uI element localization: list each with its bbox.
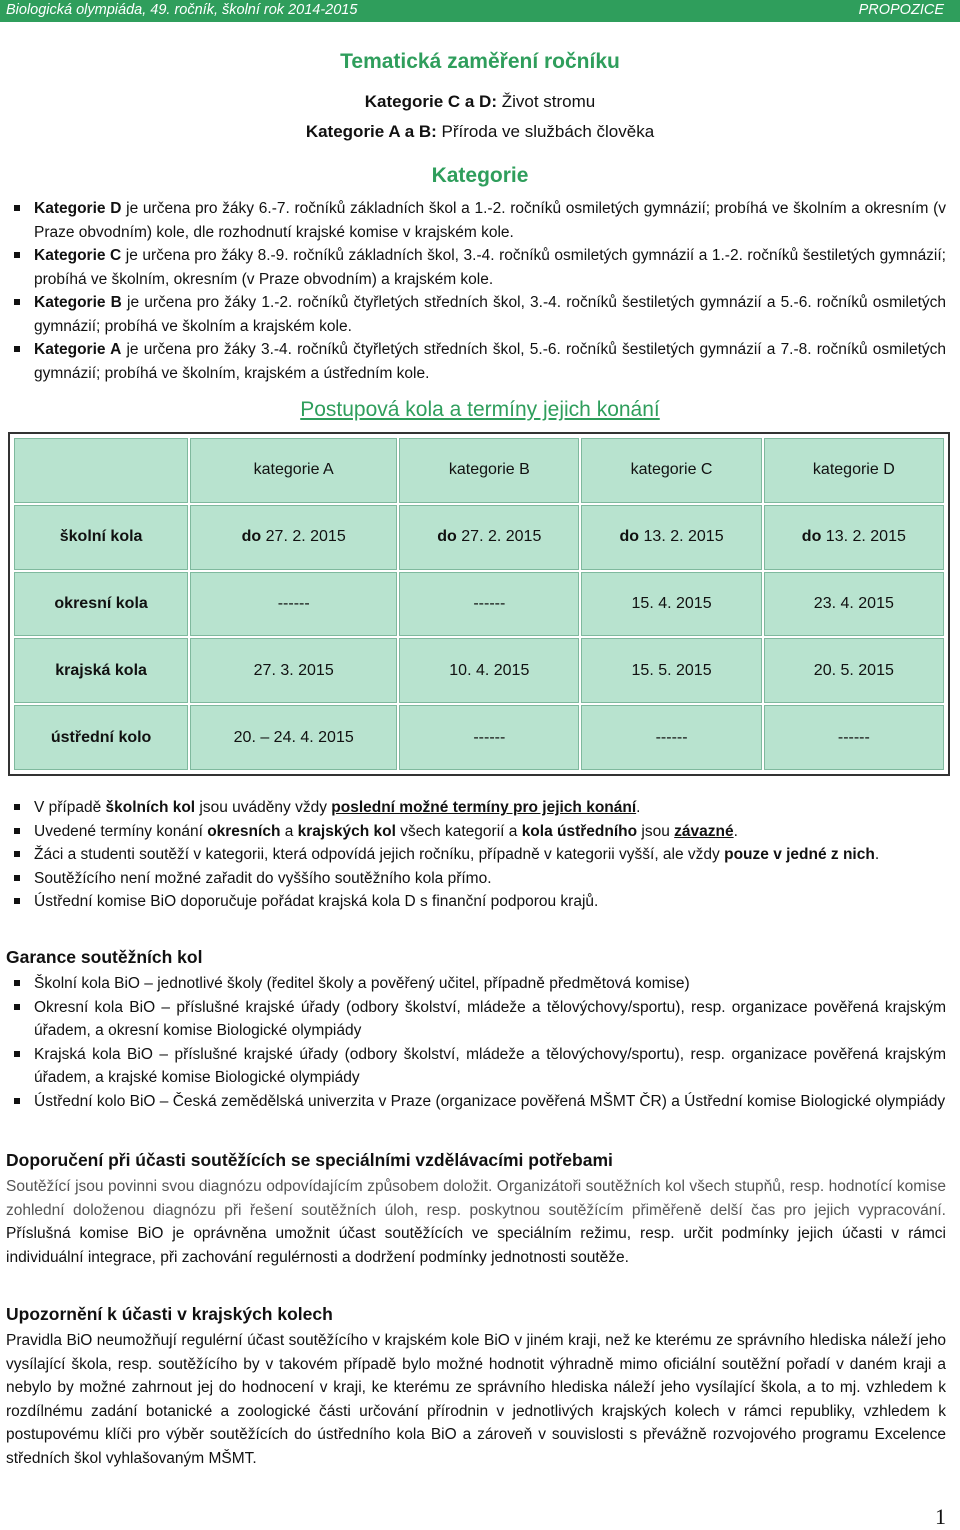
special-needs-heading: Doporučení při účasti soutěžících se speciálními vzdělávacími potřebami [6,1150,613,1170]
table-cell: ------ [764,705,944,770]
row-label: krajská kola [14,638,188,703]
note-item [6,843,946,867]
note-bold: krajských kol [297,822,396,840]
table-row [14,505,944,570]
category-label: Kategorie C [34,247,122,264]
table-header-cell: kategorie A [190,438,397,503]
cell-value: 13. 2. 2015 [643,528,724,546]
categories-list [6,197,946,385]
cell-prefix: do [619,528,644,546]
table-row [14,638,944,703]
theme-ab-value: Příroda ve službách člověka [436,122,655,141]
category-d [6,197,946,244]
rounds-heading-text: Postupová kola a termíny jejich konání [300,398,660,421]
row-label: ústřední kolo [14,705,188,770]
note-item [6,796,946,820]
category-text: je určena pro žáky 1.-2. ročníků čtyřletých středních škol, 3.-4. ročníků šestiletých gymnázií a 5.-6. ročníků osmiletých gymnázií; probíhá ve školním a krajském kole. [34,294,946,335]
note-underline: poslední možné termíny pro jejich konání [331,799,637,816]
table-cell: 10. 4. 2015 [399,638,579,703]
header-section: PROPOZICE [858,2,944,18]
category-text: je určena pro žáky 3.-4. ročníků čtyřletých středních škol, 5.-6. ročníků šestiletých gymnázií a 7.-8. ročníků osmiletých gymnázií; probíhá ve školním, krajském a ústředním kole. [34,341,946,382]
note-item [6,820,946,844]
theme-cd-label: Kategorie C a D: [364,92,497,111]
table-cell: 15. 5. 2015 [581,638,761,703]
note-text: . [636,799,641,816]
category-b [6,291,946,338]
cell-prefix: do [241,528,266,546]
table-cell: 20. 5. 2015 [764,638,944,703]
note-text: . [874,846,880,863]
regional-paragraph: Pravidla BiO neumožňují regulérní účast soutěžícího v krajském kole BiO v jiném kraji, než ke kterému ze správního hlediska náleží jeho vysílající škola, resp. soutěžícího by v takovém případě bylo možné hodnotit výhradně mimo oficiální soutěžní pořadí v daném kraji a nebylo by možné zahrnout jej do hodnocení v kraji, ke kterému ze správního hlediska náleží jeho vysílající škola, a to mj. vzhledem k rozdílnému zadání botanické a zoologické části určování přírodnin v jednotlivých krajských kolech v rámci republiky, vzhledem k postupovému klíči pro výběr soutěžících do ústředního kola BiO a zároveň v souvislosti s převážně rozvojového programu Excelence středních škol vyhlašovaným MŠMT. [6,1332,946,1467]
note-text: Uvedené termíny konání [34,822,208,840]
cell-prefix: do [801,528,826,546]
cell-value: 13. 2. 2015 [825,528,906,546]
rounds-table [8,432,950,776]
special-needs-paragraph [6,1175,946,1269]
table-header-row [14,438,944,503]
guarantee-heading: Garance soutěžních kol [6,947,203,967]
table-cell: ------ [399,572,579,637]
note-item: Soutěžícího není možné zařadit do vyššího soutěžního kola přímo. [6,867,946,891]
note-bold: pouze v jedné z nich [724,846,875,863]
header-title: Biologická olympiáda, 49. ročník, školní rok 2014-2015 [6,2,358,18]
table-cell: 23. 4. 2015 [764,572,944,637]
theme-ab-label: Kategorie A a B: [305,122,437,141]
table-corner-cell [14,438,188,503]
note-text: všech kategorií a [395,822,522,840]
category-text: je určena pro žáky 6.-7. ročníků základních škol a 1.-2. ročníků osmiletých gymnázií; probíhá ve školním a okresním (v Praze obvodním) kole, dle rozhodnutí krajské komise v krajském kole. [34,200,947,241]
note-bold: kola ústředního [521,822,638,840]
table-cell: ------ [399,705,579,770]
guarantee-item: Školní kola BiO – jednotlivé školy (ředitel školy a pověřený učitel, případně předmětová komise) [6,972,946,996]
table-cell: 15. 4. 2015 [581,572,761,637]
row-label: okresní kola [14,572,188,637]
table-cell: ------ [581,705,761,770]
category-a [6,338,946,385]
note-bold: okresních [207,822,281,840]
category-text: je určena pro žáky 8.-9. ročníků základních škol, 3.-4. ročníků osmiletých gymnázií a 1.-2. ročníků šestiletých gymnázií; probíhá ve školním, okresním (v Praze obvodním) a krajském kole. [34,247,946,288]
note-text: Žáci a studenti soutěží v kategorii, která odpovídá jejich ročníku, případně v kategorii vyšší, ale vždy [34,846,725,863]
note-text: V případě [34,799,106,816]
rounds-heading [0,398,960,422]
guarantee-item: Okresní kola BiO – příslušné krajské úřady (odbory školství, mládeže a tělovýchovy/sportu), resp. organizace pověřená krajským úřadem, a okresní komise Biologické olympiády [6,996,946,1043]
guarantee-list [6,972,946,1113]
theme-ab [0,122,960,142]
page-header [0,0,960,22]
note-text: a [280,822,298,840]
table-cell [190,505,397,570]
regional-heading: Upozornění k účasti v krajských kolech [6,1304,333,1324]
note-underline: závazné [674,822,734,840]
guarantee-item: Krajská kola BiO – příslušné krajské úřady (odbory školství, mládeže a tělovýchovy/sportu), resp. organizace pověřená krajským úřadem, a krajské komise Biologické olympiády [6,1043,946,1090]
table-row [14,705,944,770]
note-text: jsou [637,822,675,840]
note-text: jsou uváděny vždy [195,799,332,816]
notes-list [6,796,946,914]
special-needs-text: Příslušná komise BiO je oprávněna umožnit účast soutěžících ve speciálním režimu, resp. určit podmínky jejich účasti v rámci individuální integrace, při zachování regulérnosti a dodržení podmínky jednotnosti soutěže. [6,1225,946,1266]
table-header-cell: kategorie B [399,438,579,503]
table-cell: 20. – 24. 4. 2015 [190,705,397,770]
category-c [6,244,946,291]
cell-value: 27. 2. 2015 [265,528,346,546]
cell-value: 27. 2. 2015 [461,528,542,546]
theme-cd-value: Život stromu [497,92,596,111]
table-row [14,572,944,637]
category-label: Kategorie A [34,341,122,358]
cell-prefix: do [437,528,462,546]
table-cell: 27. 3. 2015 [190,638,397,703]
row-label: školní kola [14,505,188,570]
table-cell [581,505,761,570]
special-needs-gray-text: Soutěžící jsou povinni svou diagnózu odpovídajícím způsobem doložit. Organizátoři soutěžních kol všech stupňů, resp. hodnotící komise zohlední doloženou diagnózu při řešení soutěžních úloh, resp. poskytnou soutěžícím přiměřeně delší čas pro jejich vypracování. [6,1178,946,1219]
theme-cd [0,92,960,112]
category-label: Kategorie D [34,200,122,217]
guarantee-item: Ústřední kolo BiO – Česká zemědělská univerzita v Praze (organizace pověřená MŠMT ČR) a Ústřední komise Biologické olympiády [6,1090,946,1114]
category-label: Kategorie B [34,294,122,311]
table-cell [399,505,579,570]
table-header-cell: kategorie C [581,438,761,503]
note-bold: školních kol [105,799,196,816]
page-title: Tematická zaměření ročníku [340,50,620,73]
table-cell: ------ [190,572,397,637]
table-header-cell: kategorie D [764,438,944,503]
page-number: 1 [935,1504,946,1529]
note-text: . [733,822,738,840]
table-cell [764,505,944,570]
note-item: Ústřední komise BiO doporučuje pořádat krajská kola D s finanční podporou krajů. [6,890,946,914]
categories-heading: Kategorie [431,164,529,187]
